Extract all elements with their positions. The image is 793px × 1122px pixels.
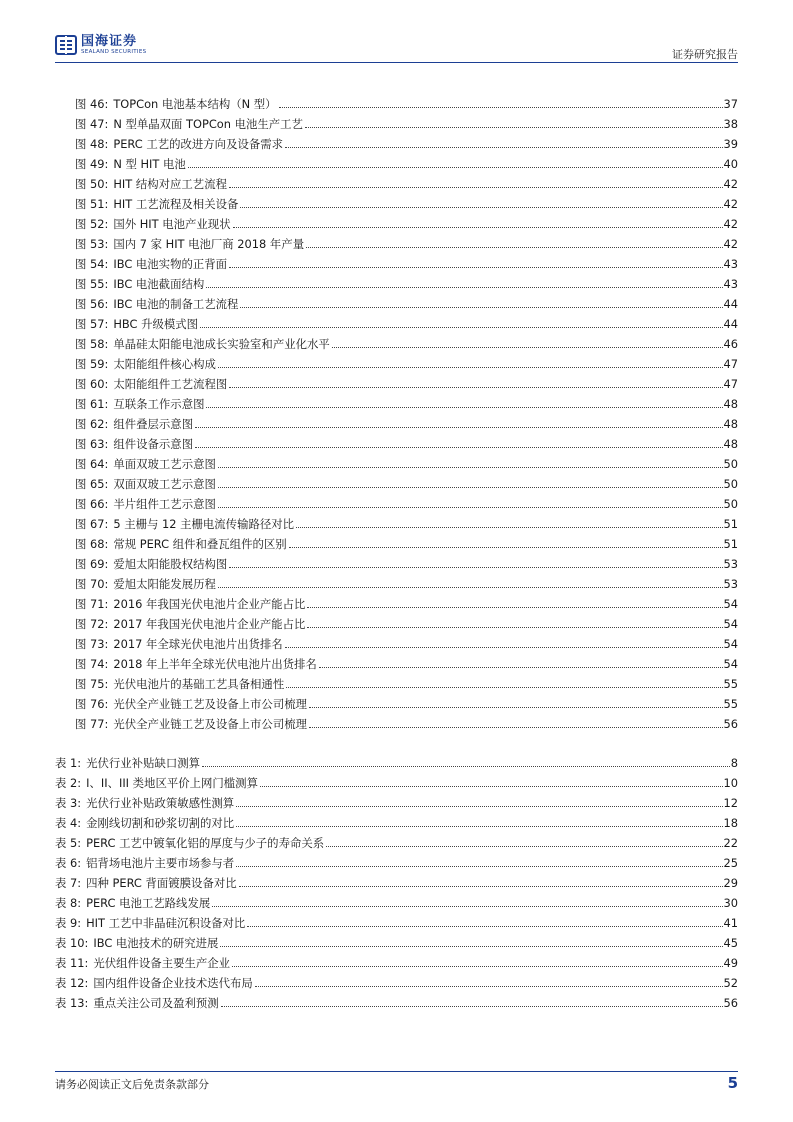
figure-entry[interactable] [75,591,738,611]
table-entry[interactable] [55,830,738,850]
figure-entry-page: 55 [723,697,738,711]
dot-leader [233,227,723,228]
figure-entry-page: 53 [723,557,738,571]
figure-entry-number: 图 77: [75,717,109,731]
table-entry-number: 表 8: [55,896,82,910]
table-entry-title: 金刚线切割和砂浆切割的对比 [86,816,235,830]
figure-entry-title: 2017 年全球光伏电池片出货排名 [113,637,283,651]
figure-entry-page: 43 [723,277,738,291]
figure-entry-number: 图 46: [75,97,109,111]
figure-entry-page: 54 [723,617,738,631]
figure-entry-title: 爱旭太阳能发展历程 [113,577,216,591]
figure-entry-number: 图 60: [75,377,109,391]
figure-entry-page: 51 [723,537,738,551]
table-entry-title: 国内组件设备企业技术迭代布局 [93,976,253,990]
table-entry-title: 光伏行业补贴缺口测算 [86,756,201,770]
logo-chinese-name: 国海证券 [81,34,138,49]
dot-leader [212,906,722,907]
table-entry[interactable] [55,870,738,890]
table-entry-title: IBC 电池技术的研究进展 [93,936,219,950]
table-entry-number: 表 3: [55,796,82,810]
table-entry[interactable] [55,910,738,930]
table-entry-page: 10 [723,776,738,790]
table-entry-number: 表 11: [55,956,89,970]
table-entry-page: 52 [723,976,738,990]
dot-leader [239,886,723,887]
table-entry-number: 表 2: [55,776,82,790]
dot-leader [279,107,723,108]
dot-leader [236,806,722,807]
dot-leader [229,187,723,188]
figure-entry-page: 54 [723,657,738,671]
table-entry-page: 30 [723,896,738,910]
table-entry-number: 表 13: [55,996,89,1010]
table-entry[interactable] [55,810,738,830]
dot-leader [285,147,722,148]
figure-entry-number: 图 55: [75,277,109,291]
figure-entry-number: 图 62: [75,417,109,431]
dot-leader [306,247,722,248]
figure-entry[interactable] [75,691,738,711]
figure-entry-number: 图 69: [75,557,109,571]
dot-leader [285,647,723,648]
footer-disclaimer: 请务必阅读正文后免责条款部分 [55,1078,209,1091]
figure-entry[interactable] [75,551,738,571]
dot-leader [229,387,722,388]
figure-entry-number: 图 70: [75,577,109,591]
dot-leader [286,687,722,688]
figure-entry-title: PERC 工艺的改进方向及设备需求 [113,137,284,151]
company-logo [55,34,146,56]
figure-entry[interactable] [75,111,738,131]
table-entry-title: 铝背场电池片主要市场参与者 [86,856,235,870]
figure-entry-number: 图 75: [75,677,109,691]
figure-entry[interactable] [75,671,738,691]
dot-leader [305,127,723,128]
figure-entry-page: 40 [723,157,738,171]
table-entry-number: 表 12: [55,976,89,990]
figure-entry-page: 47 [723,357,738,371]
dot-leader [332,347,723,348]
page-header [55,34,738,62]
table-entry[interactable] [55,950,738,970]
table-entry-page: 18 [723,816,738,830]
figure-entry-page: 54 [723,637,738,651]
dot-leader [307,627,722,628]
dot-leader [289,547,723,548]
dot-leader [296,527,722,528]
figure-entry-title: 半片组件工艺示意图 [113,497,216,511]
figure-entry-number: 图 58: [75,337,109,351]
figure-entry-title: TOPCon 电池基本结构（N 型） [113,97,277,111]
figure-entry-page: 42 [723,177,738,191]
figure-entry-title: 国内 7 家 HIT 电池厂商 2018 年产量 [113,237,305,251]
dot-leader [229,267,722,268]
figure-entry-title: 太阳能组件核心构成 [113,357,216,371]
table-entry-number: 表 4: [55,816,82,830]
figure-entry[interactable] [75,651,738,671]
figure-entry-page: 56 [723,717,738,731]
table-entry-page: 56 [723,996,738,1010]
dot-leader [309,707,723,708]
table-entry-page: 8 [730,756,738,770]
figure-entry-number: 图 76: [75,697,109,711]
figure-entry[interactable] [75,511,738,531]
dot-leader [218,507,723,508]
table-entry-page: 22 [723,836,738,850]
figure-entry-number: 图 56: [75,297,109,311]
figure-entry-page: 53 [723,577,738,591]
footer-divider [55,1071,738,1072]
table-entry[interactable] [55,790,738,810]
figure-entry-page: 42 [723,197,738,211]
figure-entry[interactable] [75,351,738,371]
dot-leader [247,926,722,927]
table-entry[interactable] [55,970,738,990]
dot-leader [218,487,723,488]
figure-entry-number: 图 61: [75,397,109,411]
figure-entry-page: 43 [723,257,738,271]
figure-entry-page: 39 [723,137,738,151]
figure-entry-number: 图 50: [75,177,109,191]
figure-entry-page: 44 [723,297,738,311]
dot-leader [206,287,722,288]
table-list [55,750,738,1010]
figure-entry-title: 组件设备示意图 [113,437,194,451]
figure-entry[interactable] [75,251,738,271]
table-entry[interactable] [55,930,738,950]
figure-entry-title: 双面双玻工艺示意图 [113,477,216,491]
dot-leader [236,866,722,867]
dot-leader [309,727,723,728]
table-entry-title: I、II、III 类地区平价上网门槛测算 [86,776,258,790]
figure-entry[interactable] [75,231,738,251]
figure-entry[interactable] [75,471,738,491]
table-entry-number: 表 1: [55,756,82,770]
dot-leader [229,567,722,568]
table-entry[interactable] [55,890,738,910]
figure-entry-title: 光伏电池片的基础工艺具备相通性 [113,677,285,691]
figure-entry[interactable] [75,131,738,151]
logo-english-name: SEALAND SECURITIES [81,49,147,55]
sealand-logo-icon [55,34,77,56]
dot-leader [319,667,723,668]
figure-entry-title: HIT 结构对应工艺流程 [113,177,227,191]
dot-leader [188,167,723,168]
figure-entry-number: 图 65: [75,477,109,491]
figure-entry-title: 互联条工作示意图 [113,397,205,411]
figure-entry-title: N 型单晶双面 TOPCon 电池生产工艺 [113,117,303,131]
figure-entry[interactable] [75,211,738,231]
dot-leader [307,607,722,608]
table-entry-page: 25 [723,856,738,870]
figure-entry-title: 2018 年上半年全球光伏电池片出货排名 [113,657,317,671]
figure-entry-title: N 型 HIT 电池 [113,157,186,171]
table-entry-page: 41 [723,916,738,930]
figure-entry-number: 图 59: [75,357,109,371]
figure-entry-page: 46 [723,337,738,351]
figure-entry-page: 51 [723,517,738,531]
table-entry-title: PERC 工艺中镀氧化铝的厚度与少子的寿命关系 [86,836,325,850]
figure-entry[interactable] [75,311,738,331]
figure-entry[interactable] [75,191,738,211]
figure-entry-title: IBC 电池的制备工艺流程 [113,297,239,311]
table-entry-number: 表 7: [55,876,82,890]
dot-leader [195,447,722,448]
table-entry-title: 光伏组件设备主要生产企业 [93,956,231,970]
figure-entry-number: 图 68: [75,537,109,551]
figure-entry-number: 图 52: [75,217,109,231]
figure-entry-page: 50 [723,477,738,491]
figure-entry-page: 50 [723,497,738,511]
figure-entry-page: 42 [723,217,738,231]
figure-entry[interactable] [75,271,738,291]
table-entry-number: 表 5: [55,836,82,850]
figure-entry-number: 图 57: [75,317,109,331]
figure-entry[interactable] [75,331,738,351]
dot-leader [220,946,722,947]
table-entry-number: 表 10: [55,936,89,950]
figure-entry-title: IBC 电池截面结构 [113,277,205,291]
figure-entry-title: 光伏全产业链工艺及设备上市公司梳理 [113,697,307,711]
figure-entry-title: 2016 年我国光伏电池片企业产能占比 [113,597,306,611]
figure-entry-title: HIT 工艺流程及相关设备 [113,197,239,211]
figure-entry-title: 2017 年我国光伏电池片企业产能占比 [113,617,306,631]
figure-entry-title: 太阳能组件工艺流程图 [113,377,228,391]
table-entry-page: 45 [723,936,738,950]
figure-entry-title: 5 主栅与 12 主栅电流传输路径对比 [113,517,295,531]
table-entry-page: 12 [723,796,738,810]
figure-entry-number: 图 47: [75,117,109,131]
table-entry-number: 表 6: [55,856,82,870]
figure-entry-title: 单晶硅太阳能电池成长实验室和产业化水平 [113,337,330,351]
figure-entry-number: 图 63: [75,437,109,451]
figure-entry-number: 图 73: [75,637,109,651]
figure-entry-number: 图 49: [75,157,109,171]
figure-entry[interactable] [75,171,738,191]
table-entry[interactable] [55,750,738,770]
dot-leader [326,846,722,847]
figure-list [75,91,738,731]
figure-entry-page: 48 [723,397,738,411]
figure-entry-page: 50 [723,457,738,471]
report-type: 证券研究报告 [672,48,738,61]
figure-entry-number: 图 67: [75,517,109,531]
figure-entry-page: 48 [723,437,738,451]
dot-leader [232,966,722,967]
table-entry-title: 四种 PERC 背面镀膜设备对比 [86,876,237,890]
dot-leader [240,207,722,208]
figure-entry[interactable] [75,631,738,651]
dot-leader [195,427,722,428]
figure-entry-page: 44 [723,317,738,331]
dot-leader [206,407,722,408]
figure-entry-page: 48 [723,417,738,431]
figure-entry-title: 单面双玻工艺示意图 [113,457,216,471]
table-entry-number: 表 9: [55,916,82,930]
figure-entry-page: 55 [723,677,738,691]
figure-entry-title: 常规 PERC 组件和叠瓦组件的区别 [113,537,287,551]
dot-leader [221,1006,723,1007]
dot-leader [260,786,723,787]
figure-entry[interactable] [75,91,738,111]
dot-leader [218,587,723,588]
table-entry-title: 重点关注公司及盈利预测 [93,996,219,1010]
table-entry-title: 光伏行业补贴政策敏感性测算 [86,796,235,810]
figure-entry[interactable] [75,391,738,411]
figure-entry-number: 图 53: [75,237,109,251]
page-number: 5 [727,1074,738,1092]
figure-entry[interactable] [75,451,738,471]
dot-leader [200,327,722,328]
figure-entry[interactable] [75,571,738,591]
figure-entry-title: 组件叠层示意图 [113,417,194,431]
dot-leader [218,467,723,468]
figure-entry[interactable] [75,371,738,391]
figure-entry-page: 37 [723,97,738,111]
figure-entry[interactable] [75,291,738,311]
table-entry[interactable] [55,850,738,870]
figure-entry-title: 爱旭太阳能股权结构图 [113,557,228,571]
figure-entry-number: 图 48: [75,137,109,151]
figure-entry[interactable] [75,711,738,731]
dot-leader [240,307,722,308]
figure-entry-number: 图 74: [75,657,109,671]
figure-entry-number: 图 64: [75,457,109,471]
dot-leader [255,986,723,987]
figure-entry-page: 42 [723,237,738,251]
figure-entry-number: 图 72: [75,617,109,631]
dot-leader [218,367,723,368]
table-entry[interactable] [55,770,738,790]
figure-entry-number: 图 66: [75,497,109,511]
header-divider [55,62,738,63]
figure-entry-title: HBC 升级模式图 [113,317,199,331]
figure-entry-number: 图 71: [75,597,109,611]
figure-entry[interactable] [75,411,738,431]
figure-entry-title: 国外 HIT 电池产业现状 [113,217,231,231]
figure-entry-title: 光伏全产业链工艺及设备上市公司梳理 [113,717,307,731]
figure-entry-page: 47 [723,377,738,391]
table-entry-title: HIT 工艺中非晶硅沉积设备对比 [86,916,246,930]
figure-entry-number: 图 54: [75,257,109,271]
figure-entry[interactable] [75,431,738,451]
figure-entry-title: IBC 电池实物的正背面 [113,257,228,271]
figure-entry[interactable] [75,151,738,171]
figure-entry-page: 38 [723,117,738,131]
dot-leader [236,826,722,827]
figure-entry[interactable] [75,611,738,631]
figure-entry[interactable] [75,491,738,511]
table-entry-page: 49 [723,956,738,970]
figure-entry-page: 54 [723,597,738,611]
figure-entry-number: 图 51: [75,197,109,211]
table-entry[interactable] [55,990,738,1010]
table-entry-page: 29 [723,876,738,890]
figure-entry[interactable] [75,531,738,551]
table-entry-title: PERC 电池工艺路线发展 [86,896,211,910]
dot-leader [202,766,730,767]
